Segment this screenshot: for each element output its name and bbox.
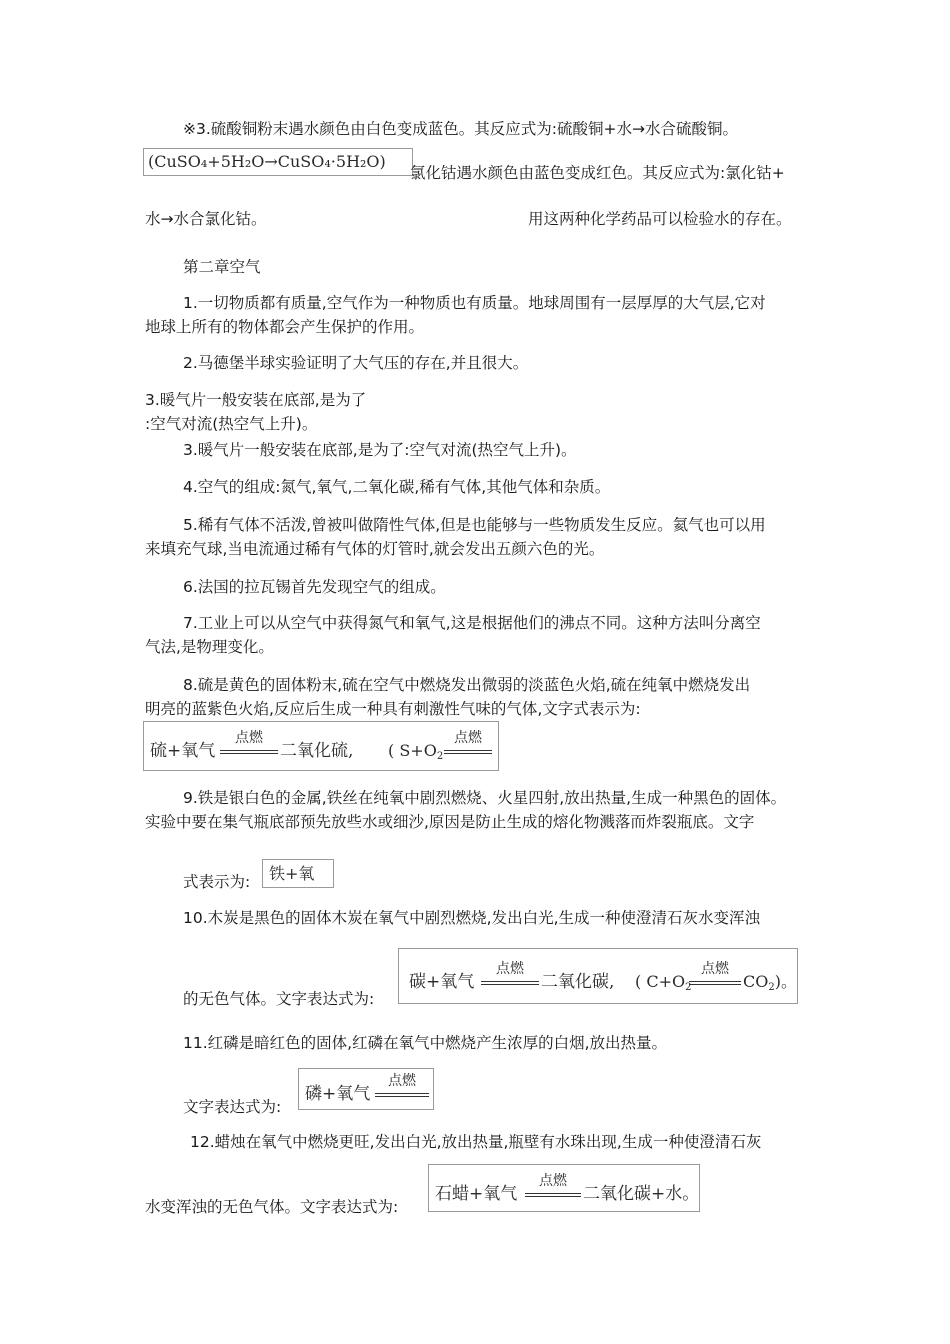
item-11-line-1: 11.红磷是暗红色的固体,红磷在氧气中燃烧产生浓厚的白烟,放出热量。 [183,1034,668,1052]
item-8-line-1: 8.硫是黄色的固体粉末,硫在空气中燃烧发出微弱的淡蓝色火焰,硫在纯氧中燃烧发出 [183,676,751,694]
formula-product: $CO_2$)。 [743,972,797,993]
para-line: 水→水合氯化钴。 [145,210,267,228]
reaction-arrow [375,1073,429,1099]
item-11-line-2: 文字表达式为: [183,1098,282,1116]
equation-reactants: 硫+氧气 [150,741,216,761]
equation-reactants: 磷+氧气 [305,1084,371,1104]
equation-product: 二氧化硫, [280,741,354,761]
chapter-heading: 第二章空气 [183,258,261,276]
reaction-condition: 点燃 [539,1173,567,1189]
item-9-line-3: 式表示为: [183,873,251,891]
reaction-arrow [481,961,539,987]
item-9-line-2: 实验中要在集气瓶底部预先放些水或细沙,原因是防止生成的熔化物溅落而炸裂瓶底。文字 [145,813,755,831]
item-1-line-2: 地球上所有的物体都会产生保护的作用。 [145,318,425,336]
reaction-condition: 点燃 [454,730,482,746]
item-12-line-2: 水变浑浊的无色气体。文字表达式为: [145,1198,399,1216]
item-7-line-2: 气法,是物理变化。 [145,638,274,656]
item-3a-line-2: :空气对流(热空气上升)。 [145,415,318,433]
item-12-line-1: 12.蜡烛在氧气中燃烧更旺,发出白光,放出热量,瓶壁有水珠出现,生成一种使澄清石灰 [190,1133,762,1151]
item-2: 2.马德堡半球实验证明了大气压的存在,并且很大。 [183,354,529,372]
item-1-line-1: 1.一切物质都有质量,空气作为一种物质也有质量。地球周围有一层厚厚的大气层,它对 [183,294,766,312]
equation-reactants: 碳+氧气 [409,972,475,992]
item-10-line-1: 10.木炭是黑色的固体木炭在氧气中剧烈燃烧,发出白光,生成一种使澄清石灰水变浑浊 [183,909,761,927]
reaction-condition: 点燃 [701,961,729,977]
reaction-arrow [220,730,278,756]
reaction-arrow [689,961,741,987]
formula-part: ( $S+O_2$ [388,741,444,762]
para-line: 氯化钴遇水颜色由蓝色变成红色。其反应式为:氯化钴+ [410,164,785,182]
equation-box-carbon [398,948,798,1004]
reaction-condition: 点燃 [235,730,263,746]
item-8-line-2: 明亮的蓝紫色火焰,反应后生成一种具有刺激性气味的气体,文字式表示为: [145,700,641,718]
formula-part: ( $C+O_2$ [635,972,692,993]
equation-box-sulfur [143,721,499,771]
equation-box-iron: 铁+氧 [262,859,334,888]
equation-reactants: 石蜡+氧气 [435,1184,518,1204]
item-4: 4.空气的组成:氮气,氧气,二氧化碳,稀有气体,其他气体和杂质。 [183,478,611,496]
equation-product: 二氧化碳, [541,972,615,992]
equation-box-wax [428,1164,700,1212]
item-5-line-2: 来填充气球,当电流通过稀有气体的灯管时,就会发出五颜六色的光。 [145,540,605,558]
item-3a-line-1: 3.暖气片一般安装在底部,是为了 [145,391,367,409]
item-6: 6.法国的拉瓦锡首先发现空气的组成。 [183,578,446,596]
equation-box-phosphorus [298,1068,434,1110]
equation-product: 二氧化碳+水。 [583,1184,700,1204]
item-3b: 3.暖气片一般安装在底部,是为了:空气对流(热空气上升)。 [183,441,577,459]
item-5-line-1: 5.稀有气体不活泼,曾被叫做隋性气体,但是也能够与一些物质发生反应。氦气也可以用 [183,516,766,534]
reaction-condition: 点燃 [496,961,524,977]
para-line: 用这两种化学药品可以检验水的存在。 [528,210,792,228]
item-7-line-1: 7.工业上可以从空气中获得氮气和氧气,这是根据他们的沸点不同。这种方法叫分离空 [183,614,761,632]
reaction-condition: 点燃 [388,1073,416,1089]
item-10-line-2: 的无色气体。文字表达式为: [183,990,375,1008]
formula-box-copper-sulfate: (CuSO₄+5H₂O→CuSO₄·5H₂O) [143,148,413,176]
reaction-arrow [444,730,492,756]
reaction-arrow [525,1173,581,1199]
item-9-line-1: 9.铁是银白色的金属,铁丝在纯氧中剧烈燃烧、火星四射,放出热量,生成一种黑色的固体。 [183,789,787,807]
para-line: ※3.硫酸铜粉末遇水颜色由白色变成蓝色。其反应式为:硫酸铜+水→水合硫酸铜。 [183,120,738,138]
